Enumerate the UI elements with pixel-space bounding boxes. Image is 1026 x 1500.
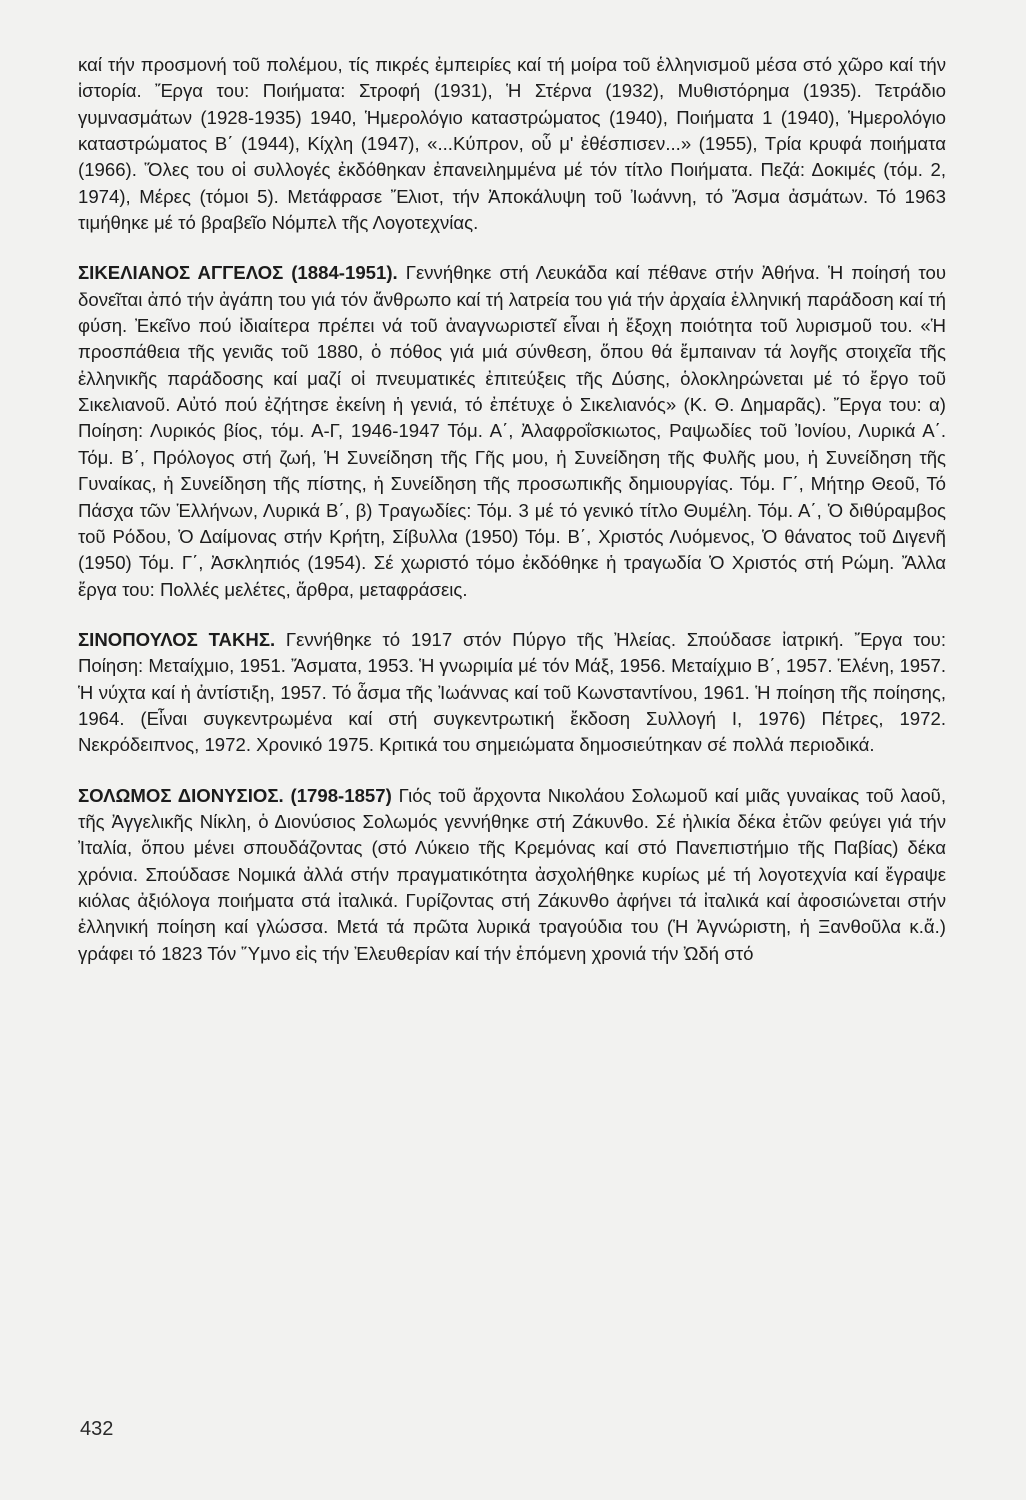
entry-solomos — [78, 783, 946, 967]
entry-text: Γεννήθηκε τό 1917 στόν Πύργο τῆς Ἠλείας. Σπούδασε ἰατρική. Ἔργα του: Ποίηση: Μεταίχμιο, 1951. Ἄσματα, 1953. Ἡ γνωριμία μέ τόν Μάξ, 1956. Μεταίχμιο Β΄, 1957. Ἑλένη, 1957. Ἡ νύχτα καί ἡ ἀντίστιξη, 1957. Τό ἆσμα τῆς Ἰωάννας καί τοῦ Κωνσταντίνου, 1961. Ἡ ποίηση τῆς ποίησης, 1964. (Εἶναι συγκεντρωμένα καί στή συγκεντρωτική ἔκδοση Συλλογή Ι, 1976) Πέτρες, 1972. Νεκρόδειπνος, 1972. Χρονικό 1975. Κριτικά του σημειώματα δημοσιεύτηκαν σέ πολλά περιοδικά. — [78, 628, 946, 756]
entry-sikelianos — [78, 260, 946, 602]
entry-heading: ΣΙΝΟΠΟΥΛΟΣ ΤΑΚΗΣ. — [78, 628, 276, 650]
entry-text: καί τήν προσμονή τοῦ πολέμου, τίς πικρές ἐμπειρίες καί τή μοίρα τοῦ ἑλληνισμοῦ μέσα στό χῶρο καί τήν ἱστορία. Ἔργα του: Ποιήματα: Στροφή (1931), Ἡ Στέρνα (1932), Μυθιστόρημα (1935). Τετράδιο γυμνασμάτων (1928-1935) 1940, Ἡμερολόγιο καταστρώματος (1940), Ποιήματα 1 (1940), Ἡμερολόγιο καταστρώματος Β΄ (1944), Κίχλη (1947), «...Κύπρον, οὗ μ' ἐθέσπισεν...» (1955), Τρία κρυφά ποιήματα (1966). Ὅλες του οἱ συλλογές ἐκδόθηκαν ἐπανειλημμένα μέ τόν τίτλο Ποιήματα. Πεζά: Δοκιμές (τόμ. 2, 1974), Μέρες (τόμοι 5). Μετάφρασε Ἔλιοτ, τήν Ἀποκάλυψη τοῦ Ἰωάννη, τό Ἄσμα ἀσμάτων. Τό 1963 τιμήθηκε μέ τό βραβεῖο Νόμπελ τῆς Λογοτεχνίας. — [78, 54, 946, 234]
entry-heading: ΣΙΚΕΛΙΑΝΟΣ ΑΓΓΕΛΟΣ (1884-1951). — [78, 262, 398, 284]
page-number: 432 — [80, 1418, 114, 1440]
entry-heading: ΣΟΛΩΜΟΣ ΔΙΟΝΥΣΙΟΣ. (1798-1857) — [78, 784, 392, 806]
document-page — [78, 52, 946, 967]
entry-text: Γεννήθηκε στή Λευκάδα καί πέθανε στήν Ἀθήνα. Ἡ ποίησή του δονεῖται ἀπό τήν ἀγάπη του γιά τόν ἄνθρωπο καί τή λατρεία του γιά τήν ἀρχαία ἑλληνική παράδοση καί τή φύση. Ἐκεῖνο πού ἰδιαίτερα πρέπει νά τοῦ ἀναγνωριστεῖ εἶναι ἡ ἔξοχη ποιότητα τοῦ λυρισμοῦ του. «Ἡ προσπάθεια τῆς γενιᾶς τοῦ 1880, ὁ πόθος γιά μιά σύνθεση, ὅπου θά ἔμπαιναν τά λογῆς στοιχεῖα τῆς ἑλληνικῆς παράδοσης καί μαζί οἱ πνευματικές ἐπιτεύξεις τῆς Δύσης, ὁλοκληρώνεται μέ τό ἔργο τοῦ Σικελιανοῦ. Αὐτό πού ἐζήτησε ἐκείνη ἡ γενιά, τό ἐπέτυχε ὁ Σικελιανός» (Κ. Θ. Δημαρᾶς). Ἔργα του: α) Ποίηση: Λυρικός βίος, τόμ. Α-Γ, 1946-1947 Τόμ. Α΄, Ἀλαφροΐσκιωτος, Ραψωδίες τοῦ Ἰονίου, Λυρικά Α΄. Τόμ. Β΄, Πρόλογος στή ζωή, Ἡ Συνείδηση τῆς Γῆς μου, ἡ Συνείδηση τῆς Φυλῆς μου, ἡ Συνείδηση τῆς Γυναίκας, ἡ Συνείδηση τῆς πίστης, ἡ Συνείδηση τῆς προσωπικῆς δημιουργίας. Τόμ. Γ΄, Μήτηρ Θεοῦ, Τό Πάσχα τῶν Ἑλλήνων, Λυρικά Β΄, β) Τραγωδίες: Τόμ. 3 μέ τό γενικό τίτλο Θυμέλη. Τόμ. Α΄, Ὁ διθύραμβος τοῦ Ρόδου, Ὁ Δαίμονας στήν Κρήτη, Σίβυλλα (1950) Τόμ. Β΄, Χριστός Λυόμενος, Ὁ θάνατος τοῦ Διγενῆ (1950) Τόμ. Γ΄, Ἀσκληπιός (1954). Σέ χωριστό τόμο ἐκδόθηκε ἡ τραγωδία Ὁ Χριστός στή Ρώμη. Ἄλλα ἔργα του: Πολλές μελέτες, ἄρθρα, μεταφράσεις. — [78, 262, 946, 600]
entry-sinopoulos — [78, 627, 946, 759]
entry-text: Γιός τοῦ ἄρχοντα Νικολάου Σολωμοῦ καί μιᾶς γυναίκας τοῦ λαοῦ, τῆς Ἀγγελικῆς Νίκλη, ὁ Διονύσιος Σολωμός γεννήθηκε στή Ζάκυνθο. Σέ ἡλικία δέκα ἐτῶν φεύγει γιά τήν Ἰταλία, ὅπου μένει σπουδάζοντας (στό Λύκειο τῆς Κρεμόνας καί στό Πανεπιστήμιο τῆς Παβίας) δέκα χρόνια. Σπούδασε Νομικά ἀλλά στήν πραγματικότητα ἀσχολήθηκε κυρίως μέ τή λογοτεχνία καί ἔγραψε κιόλας ἀξιόλογα ποιήματα στά ἰταλικά. Γυρίζοντας στή Ζάκυνθο ἀφήνει τά ἰταλικά καί ἀφοσιώνεται στήν ἑλληνική ποίηση καί γλώσσα. Μετά τά πρῶτα λυρικά τραγούδια του (Ἡ Ἀγνώριστη, ἡ Ξανθοῦλα κ.ἄ.) γράφει τό 1823 Τόν Ὕμνο εἰς τήν Ἐλευθερίαν καί τήν ἑπόμενη χρονιά τήν Ὠδή στό — [78, 784, 947, 964]
entry-seferis-continuation — [78, 52, 946, 236]
